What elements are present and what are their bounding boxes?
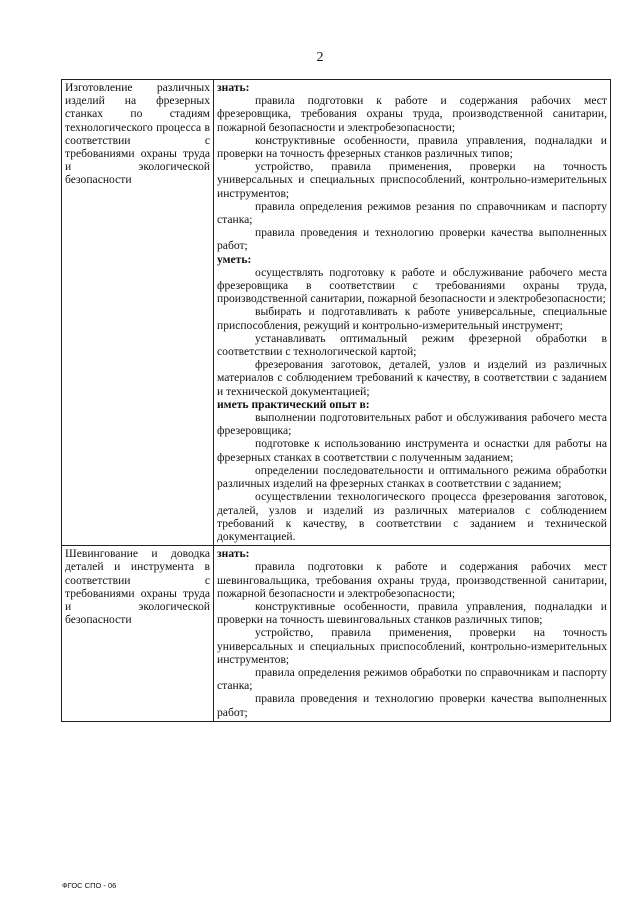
list-item: выполнении подготовительных работ и обслуживания рабочего места фрезеровщика; <box>217 411 607 438</box>
list-item: правила подготовки к работе и содержания рабочих мест фрезеровщика, требования охраны труда, производственной санитарии, пожарной безопасности и электробезопасности; <box>217 94 607 134</box>
section-heading: иметь практический опыт в: <box>217 397 370 411</box>
list-item: устройство, правила применения, проверки на точность универсальных и специальных приспособлений, контрольно-измерительных инструментов; <box>217 626 607 666</box>
table-row <box>62 80 611 546</box>
section-heading: уметь: <box>217 252 252 266</box>
section-heading: знать: <box>217 81 250 94</box>
competence-cell <box>62 546 214 722</box>
competence-table <box>61 79 611 722</box>
list-item: правила подготовки к работе и содержания рабочих мест шевинговальщика, требования охраны труда, производственной санитарии, пожарной безопасности и электробезопасности; <box>217 560 607 600</box>
footer-label: ФГОС СПО - 06 <box>62 881 117 890</box>
page-number: 2 <box>316 50 324 65</box>
list-item: выбирать и подготавливать к работе универсальные, специальные приспособления, режущий и контрольно-измерительный инструмент; <box>217 305 607 332</box>
requirements-cell <box>214 80 611 546</box>
list-item: правила определения режимов обработки по справочникам и паспорту станка; <box>217 665 607 693</box>
competence-text: Шевингование и доводка деталей и инструмента в соответствии с требованиями охраны труда и экологической безопасности <box>65 547 210 627</box>
table-row <box>62 546 611 722</box>
section-heading: знать: <box>217 547 250 561</box>
list-item: устройство, правила применения, проверки на точность универсальных и специальных приспособлений, контрольно-измерительных инструментов; <box>217 160 607 200</box>
list-item: фрезерования заготовок, деталей, узлов и изделий из различных материалов с соблюдением требований к качеству, в соответствии с заданием и технической документацией; <box>217 358 607 398</box>
list-item: устанавливать оптимальный режим фрезерной обработки в соответствии с технологической картой; <box>217 331 607 359</box>
list-item: конструктивные особенности, правила управления, подналадки и проверки на точность шевинговальных станков различных типов; <box>217 599 607 627</box>
list-item: осуществлении технологического процесса фрезерования заготовок, деталей, узлов и изделий из различных материалов с соблюдением требований к качеству, в соответствии с заданием и технической документацией. <box>217 490 607 543</box>
list-item: правила определения режимов резания по справочникам и паспорту станка; <box>217 199 607 227</box>
list-item: подготовке к использованию инструмента и оснастки для работы на фрезерных станках в соответствии с полученным заданием; <box>217 437 607 464</box>
list-item: правила проведения и технологию проверки качества выполненных работ; <box>217 226 607 253</box>
list-item: правила проведения и технологию проверки качества выполненных работ; <box>217 692 607 719</box>
competence-text: Изготовление различных изделий на фрезерных станках по стадиям технологического процесса в соответствии с требованиями охраны труда и экологической безопасности <box>65 81 210 187</box>
list-item: определении последовательности и оптимального режима обработки различных изделий на фрезерных станках в соответствии с заданием; <box>217 463 607 491</box>
list-item: осуществлять подготовку к работе и обслуживание рабочего места фрезеровщика в соответствии с требованиями охраны труда, производственной санитарии, пожарной безопасности и электробезопасности; <box>217 265 607 306</box>
competence-cell <box>62 80 214 546</box>
requirements-cell <box>214 546 611 722</box>
list-item: конструктивные особенности, правила управления, подналадки и проверки на точность фрезерных станков различных типов; <box>217 133 607 161</box>
